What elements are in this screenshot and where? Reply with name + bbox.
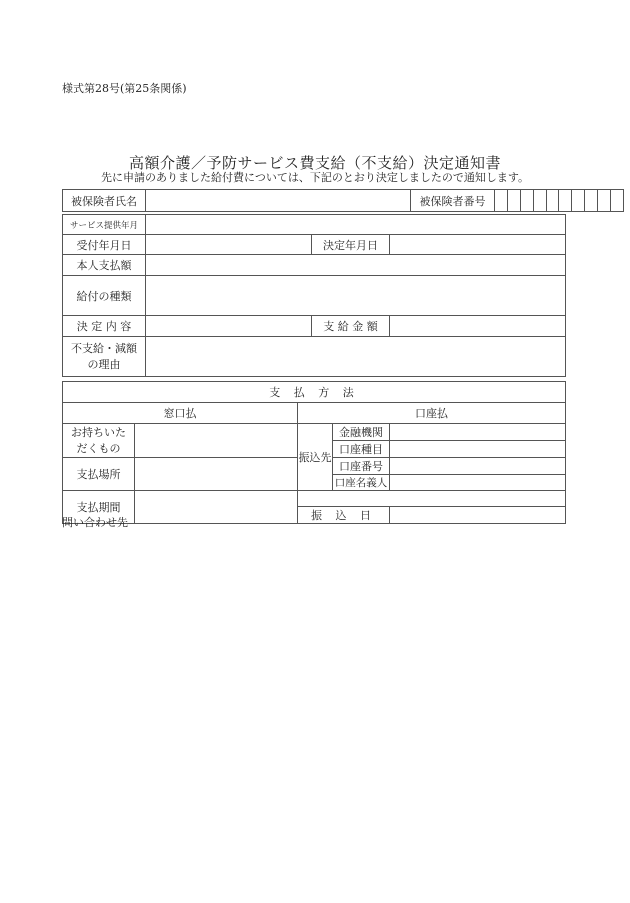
service-month-field[interactable]: [146, 215, 566, 235]
account-holder-label: 口座名義人: [333, 475, 390, 491]
items-to-bring-line2: だくもの: [76, 441, 121, 455]
received-date-field[interactable]: [146, 235, 312, 255]
payment-place-label: 支払場所: [63, 458, 135, 491]
decision-content-label: 決 定 内 容: [63, 316, 146, 337]
payment-amount-label: 支 給 金 額: [312, 316, 390, 337]
insured-number-digit[interactable]: [533, 190, 546, 212]
insured-number-digit[interactable]: [495, 190, 508, 212]
transfer-date-label: 振 込 日: [298, 507, 390, 524]
intro-text: 先に申請のありました給付費については、下記のとおり決定しましたので通知します。: [101, 171, 529, 184]
items-to-bring-field[interactable]: [135, 424, 298, 458]
insured-name-field[interactable]: [146, 190, 411, 212]
bank-label: 金融機関: [333, 424, 390, 441]
insured-number-digit[interactable]: [572, 190, 585, 212]
payment-place-field[interactable]: [135, 458, 298, 491]
transfer-to-label: 振込先: [298, 424, 333, 491]
items-to-bring-line1: お持ちいた: [71, 425, 126, 439]
insured-table: [62, 189, 624, 212]
account-number-field[interactable]: [390, 458, 566, 475]
benefit-type-field[interactable]: [146, 276, 566, 316]
decision-content-field[interactable]: [146, 316, 312, 337]
transfer-date-field[interactable]: [390, 507, 566, 524]
payment-period-field[interactable]: [135, 491, 298, 524]
account-type-field[interactable]: [390, 441, 566, 458]
document-title: 高額介護／予防サービス費支給（不支給）決定通知書: [128, 154, 501, 172]
contact-label: 問い合わせ先: [62, 516, 128, 529]
decision-date-label: 決定年月日: [312, 235, 390, 255]
account-type-label: 口座種目: [333, 441, 390, 458]
self-paid-field[interactable]: [146, 255, 566, 276]
insured-name-label: 被保険者氏名: [63, 190, 146, 212]
insured-number-digit[interactable]: [585, 190, 598, 212]
received-date-label: 受付年月日: [63, 235, 146, 255]
account-payment-header: 口座払: [298, 403, 566, 424]
payment-period-label: 支払期間: [63, 491, 135, 524]
payment-amount-field[interactable]: [390, 316, 566, 337]
insured-number-digit[interactable]: [559, 190, 572, 212]
account-number-label: 口座番号: [333, 458, 390, 475]
self-paid-label: 本人支払額: [63, 255, 146, 276]
transfer-spacer: [298, 491, 566, 507]
form-number: 様式第28号(第25条関係): [62, 82, 187, 95]
reason-label-line2: の理由: [87, 357, 121, 371]
decision-details-table: [62, 214, 566, 377]
insured-number-digit[interactable]: [598, 190, 611, 212]
insured-number-digit[interactable]: [546, 190, 559, 212]
reason-label: [63, 337, 146, 377]
benefit-type-label: 給付の種類: [63, 276, 146, 316]
bank-field[interactable]: [390, 424, 566, 441]
insured-number-digit[interactable]: [507, 190, 520, 212]
payment-method-header: 支 払 方 法: [63, 382, 566, 403]
insured-number-label: 被保険者番号: [411, 190, 495, 212]
insured-number-digit[interactable]: [520, 190, 533, 212]
payment-method-table: [62, 381, 566, 524]
decision-date-field[interactable]: [390, 235, 566, 255]
reason-label-line1: 不支給・減額: [71, 341, 137, 355]
counter-payment-header: 窓口払: [63, 403, 298, 424]
insured-number-digit[interactable]: [611, 190, 624, 212]
service-month-label: サービス提供年月: [63, 215, 146, 235]
items-to-bring-label: [63, 424, 135, 458]
account-holder-field[interactable]: [390, 475, 566, 491]
reason-field[interactable]: [146, 337, 566, 377]
